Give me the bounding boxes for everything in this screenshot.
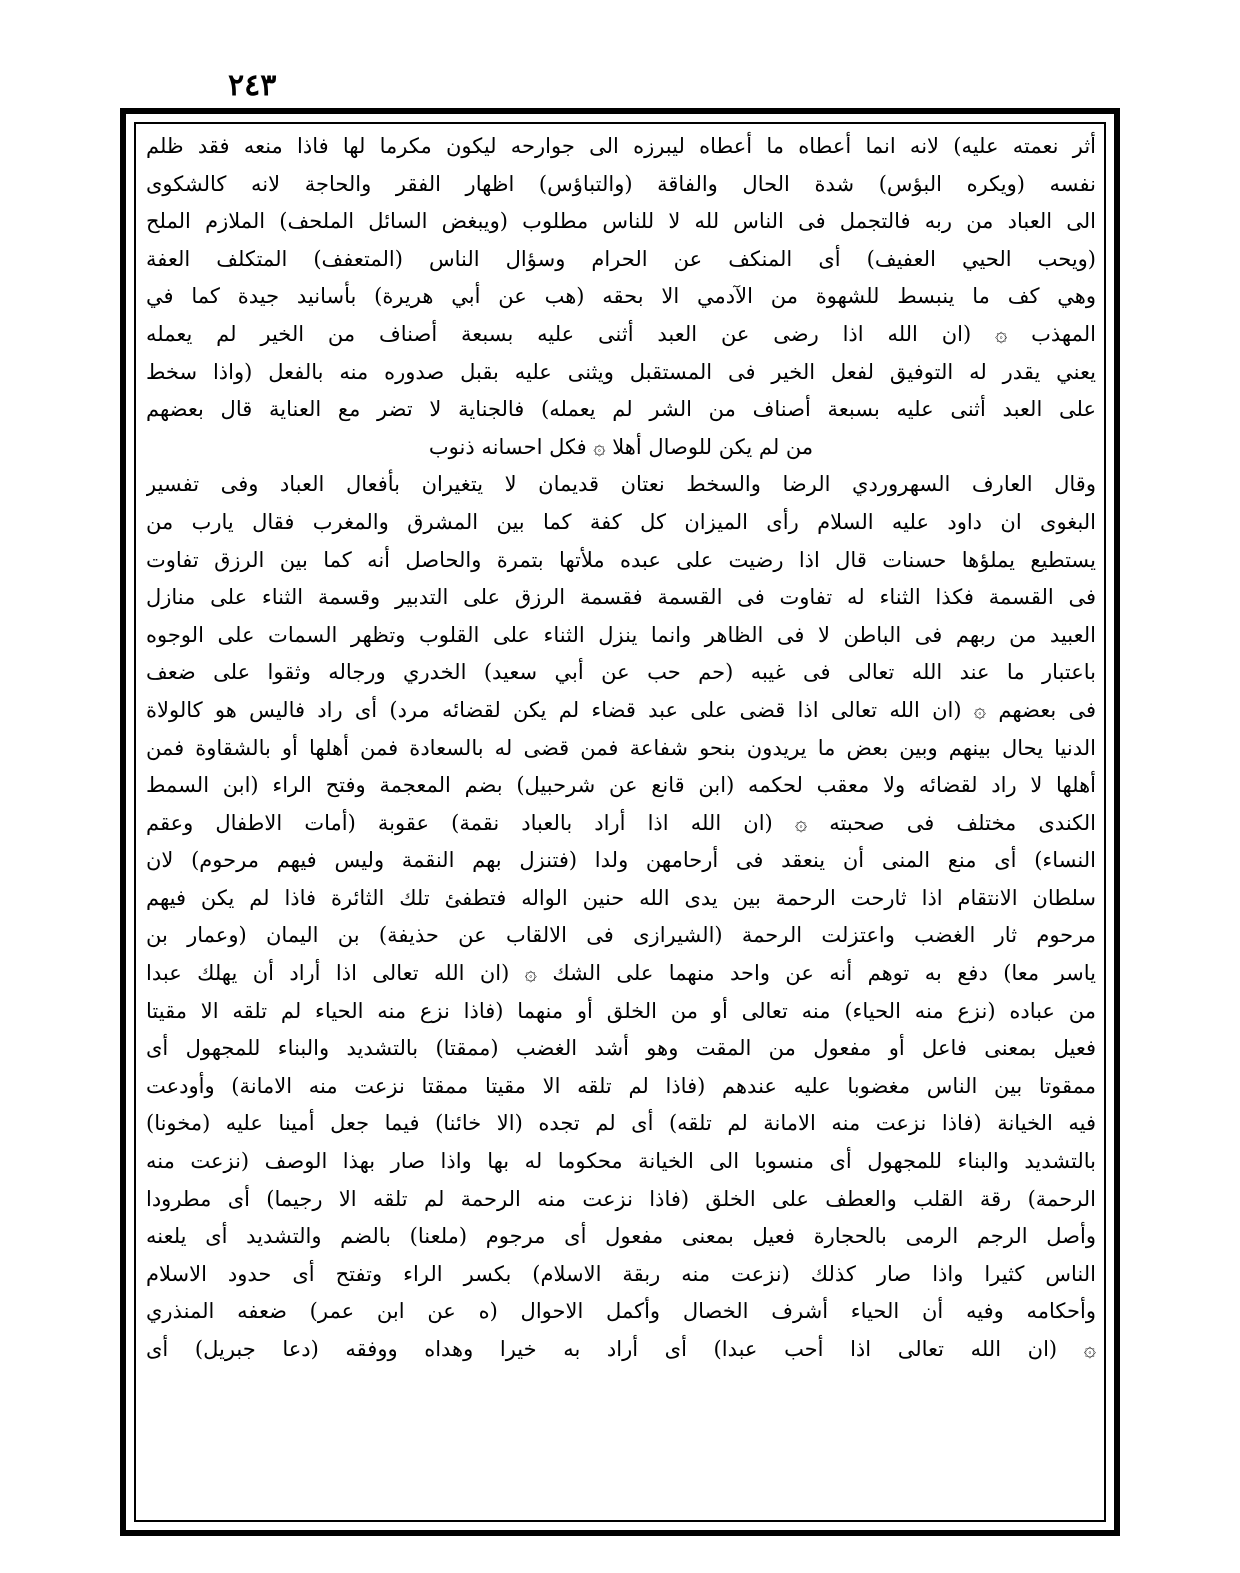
text-line: العبيد من ربهم فى الباطن لا فى الظاهر وانما ينزل الثناء على القلوب وتظهر السمات على الوجوه xyxy=(146,622,1096,647)
text-line: يستطيع يملؤها حسنات قال اذا رضيت على عبده ملأتها بتمرة والحاصل أنه كما بين الرزق تفاوت xyxy=(146,547,1096,572)
text-line: فيه الخيانة (فاذا نزعت منه الامانة لم تلقه) أى لم تجده (الا خائنا) فيما جعل أمينا عليه (مخونا) xyxy=(146,1111,1096,1136)
text-line: على العبد أثنى عليه بسبعة أصناف من الشر لم يعمله) فالجناية لا تضر مع العناية قال بعضهم xyxy=(146,397,1096,422)
text-line: نفسه (ويكره البؤس) شدة الحال والفاقة (والتباؤس) اظهار الفقر والحاجة لانه كالشكوى xyxy=(146,171,1096,196)
text-line: وهي كف ما ينبسط للشهوة من الآدمي الا بحقه (هب عن أبي هريرة) بأسانيد جيدة كما في xyxy=(146,284,1096,309)
text-line: النساء) أى منع المنى أن ينعقد فى أرحامهن ولدا (فتنزل بهم النقمة وليس فيهم مرحوم) لان xyxy=(146,848,1096,873)
text-line: يعني يقدر له التوفيق لفعل الخير فى المستقبل ويثنى عليه بقبل صدوره منه بالفعل (واذا سخط xyxy=(146,359,1096,384)
verse-line: من لم يكن للوصال أهلا ۞ فكل احسانه ذنوب xyxy=(428,434,814,459)
text-line: الكندى مختلف فى صحبته ۞ (ان الله اذا أراد بالعباد نقمة) عقوبة (أمات الاطفال وعقم xyxy=(146,810,1096,835)
text-line: المهذب ۞ (ان الله اذا رضى عن العبد أثنى عليه بسبعة أصناف من الخير لم يعمله xyxy=(146,321,1096,346)
text-line: وأصل الرجم الرمى بالحجارة فعيل بمعنى مفعول أى مرجوم (ملعنا) بالضم والتشديد أى يلعنه xyxy=(146,1224,1096,1249)
text-line: ممقوتا بين الناس مغضوبا عليه عندهم (فاذا لم تلقه الا مقيتا ممقتا نزعت منه الامانة) وأودعت xyxy=(146,1073,1096,1098)
text-line: وقال العارف السهروردي الرضا والسخط نعتان قديمان لا يتغيران بأفعال العباد وفى تفسير xyxy=(146,472,1096,497)
text-line: البغوى ان داود عليه السلام رأى الميزان كل كفة كما بين المشرق والمغرب فقال يارب من xyxy=(146,509,1096,534)
text-line: فى القسمة فكذا الثناء له تفاوت فى القسمة فقسمة الرزق على التدبير وقسمة الثناء على منازل xyxy=(146,585,1096,610)
text-line: أهلها لا راد لقضائه ولا معقب لحكمه (ابن قانع عن شرحبيل) بضم المعجمة وفتح الراء (ابن السمط xyxy=(146,773,1096,798)
text-line: أثر نعمته عليه) لانه انما أعطاه ما أعطاه ليبرزه الى جوارحه ليكون مكرما لها فاذا منعه فقد ظلم xyxy=(146,134,1096,158)
page-number: ٢٤٣ xyxy=(228,68,277,103)
text-line: بالتشديد والبناء للمجهول أى منسوبا الى الخيانة محكوما له بها واذا صار بهذا الوصف (نزعت منه xyxy=(146,1149,1096,1174)
text-line: الى العباد من ربه فالتجمل فى الناس لله لا للناس مطلوب (ويبغض السائل الملحف) الملازم الملح xyxy=(146,209,1096,234)
text-line: (ويحب الحيي العفيف) أى المنكف عن الحرام وسؤال الناس (المتعفف) المتكلف العفة xyxy=(146,246,1096,271)
text-body xyxy=(146,128,1096,1369)
text-line: الرحمة) رقة القلب والعطف على الخلق (فاذا نزعت منه الرحمة لم تلقه الا رجيما) أى مطرودا xyxy=(146,1186,1096,1211)
text-line: مرحوم ثار الغضب واعتزلت الرحمة (الشيرازى فى الالقاب عن حذيفة) بن اليمان (وعمار بن xyxy=(146,923,1096,948)
text-line: سلطان الانتقام اذا ثارحت الرحمة بين يدى الله حنين الواله فتطفئ تلك الثائرة فاذا لم يكن فيهم xyxy=(146,885,1096,910)
text-line: الدنيا يحال بينهم وبين بعض ما يريدون بنحو شفاعة فمن قضى له بالسعادة فمن أهلها أو بالشقاوة فمن xyxy=(146,735,1096,760)
text-line: ۞ (ان الله تعالى اذا أحب عبدا) أى أراد به خيرا وهداه ووفقه (دعا جبريل) أى xyxy=(146,1337,1096,1361)
text-line: الناس كثيرا واذا صار كذلك (نزعت منه ربقة الاسلام) بكسر الراء وتفتح أى حدود الاسلام xyxy=(146,1261,1096,1286)
text-line: وأحكامه وفيه أن الحياء أشرف الخصال وأكمل الاحوال (ه عن ابن عمر) ضعفه المنذري xyxy=(146,1299,1096,1324)
text-line: ياسر معا) دفع به توهم أنه عن واحد منهما على الشك ۞ (ان الله تعالى اذا أراد أن يهلك عبدا xyxy=(146,961,1096,986)
text-line: فعيل بمعنى فاعل أو مفعول من المقت وهو أشد الغضب (ممقتا) بالتشديد والبناء للمجهول أى xyxy=(146,1036,1096,1061)
text-line: من عباده (نزع منه الحياء) منه تعالى أو من الخلق أو منهما (فاذا نزع منه الحياء لم تلقه الا مقيتا xyxy=(146,998,1096,1023)
text-line: فى بعضهم ۞ (ان الله تعالى اذا قضى على عبد قضاء لم يكن لقضائه مرد) أى راد فاليس هو كالولاة xyxy=(146,697,1096,722)
text-line: باعتبار ما عند الله تعالى فى غيبه (حم حب عن أبي سعيد) الخدري ورجاله وثقوا على ضعف xyxy=(146,660,1096,685)
